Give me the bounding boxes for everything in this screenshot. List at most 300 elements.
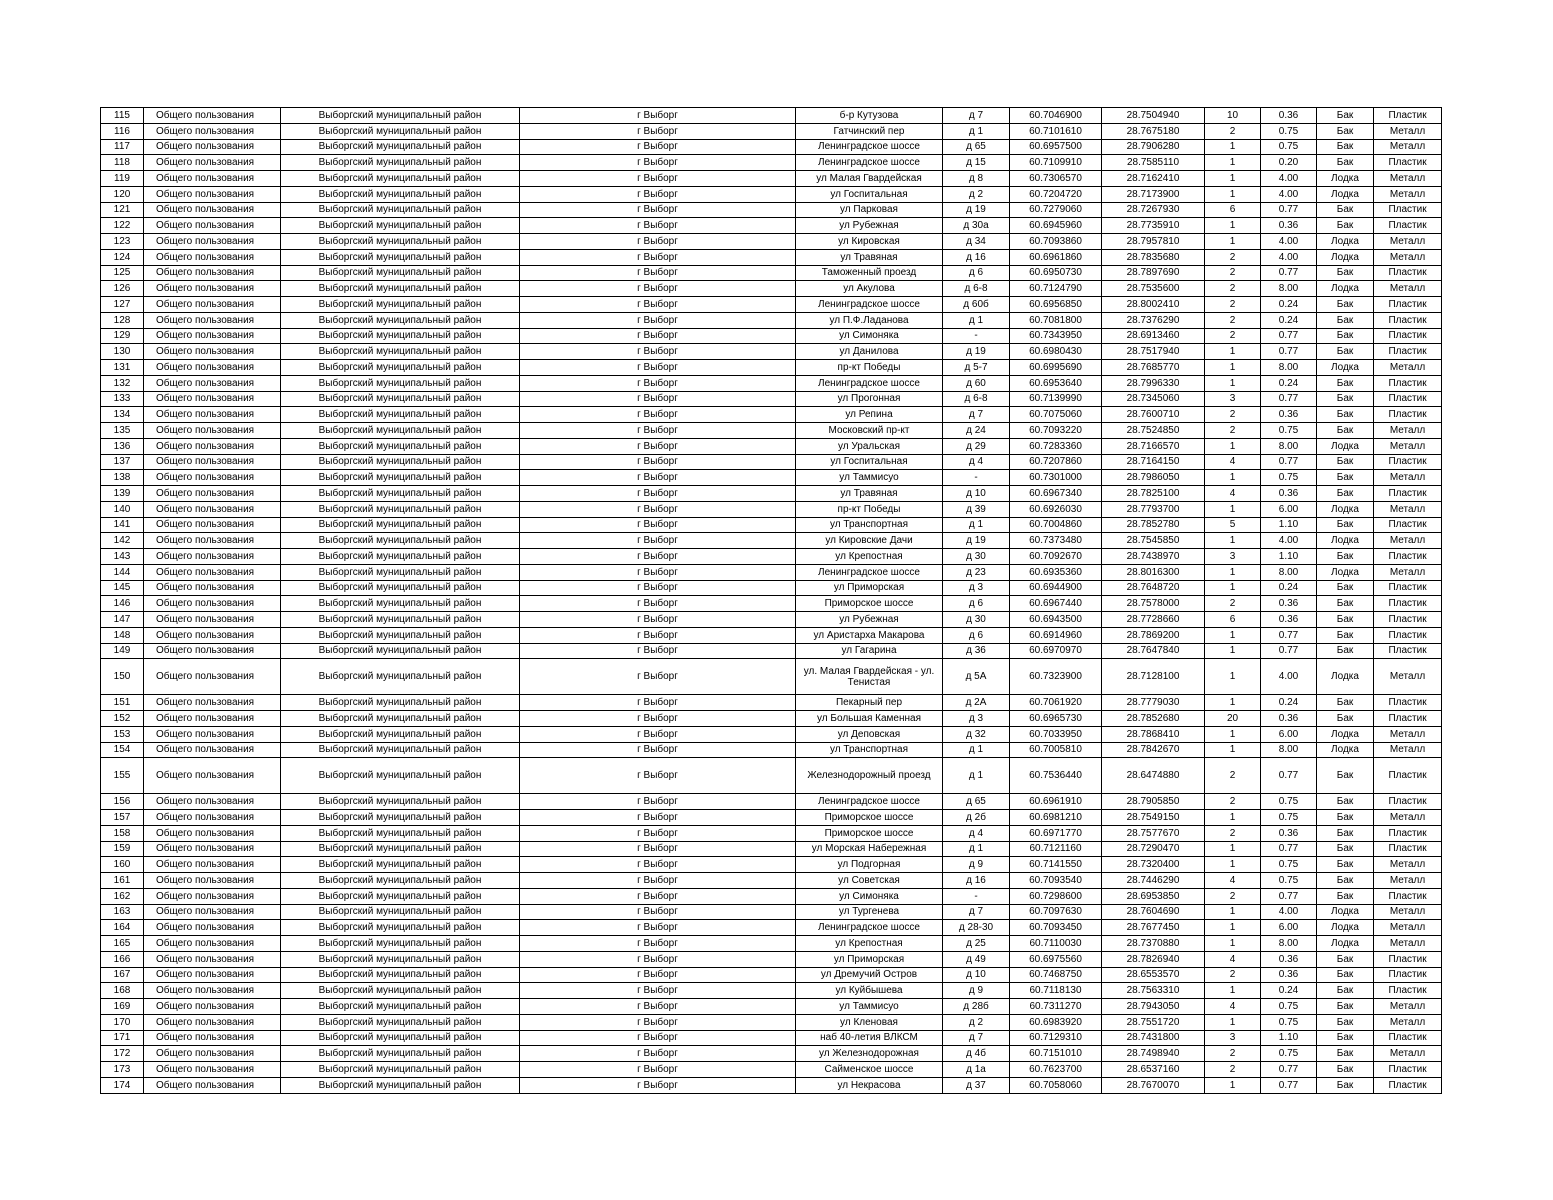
cell-street: ул Кировские Дачи bbox=[796, 533, 943, 549]
cell-usage-type: Общего пользования bbox=[144, 470, 281, 486]
cell-container-type: Бак bbox=[1317, 375, 1374, 391]
cell-longitude: 28.7897690 bbox=[1102, 265, 1205, 281]
cell-container-count: 4 bbox=[1205, 454, 1261, 470]
cell-container-count: 2 bbox=[1205, 1046, 1261, 1062]
cell-usage-type: Общего пользования bbox=[144, 904, 281, 920]
cell-street: ул Травяная bbox=[796, 486, 943, 502]
cell-row-number: 162 bbox=[101, 888, 144, 904]
cell-row-number: 136 bbox=[101, 438, 144, 454]
cell-material: Пластик bbox=[1374, 344, 1442, 360]
cell-house: д 1 bbox=[943, 312, 1010, 328]
table-row bbox=[101, 423, 1442, 439]
cell-latitude: 60.7151010 bbox=[1010, 1046, 1102, 1062]
cell-volume: 8.00 bbox=[1261, 438, 1317, 454]
table-row bbox=[101, 375, 1442, 391]
cell-row-number: 149 bbox=[101, 643, 144, 659]
cell-row-number: 124 bbox=[101, 249, 144, 265]
cell-city: г Выборг bbox=[520, 470, 796, 486]
cell-container-count: 1 bbox=[1205, 186, 1261, 202]
cell-row-number: 129 bbox=[101, 328, 144, 344]
cell-row-number: 143 bbox=[101, 549, 144, 565]
cell-material: Пластик bbox=[1374, 155, 1442, 171]
cell-latitude: 60.6957500 bbox=[1010, 139, 1102, 155]
cell-container-type: Лодка bbox=[1317, 936, 1374, 952]
cell-latitude: 60.7046900 bbox=[1010, 108, 1102, 124]
cell-container-type: Бак bbox=[1317, 810, 1374, 826]
cell-district: Выборгский муниципальный район bbox=[281, 742, 520, 758]
cell-volume: 0.77 bbox=[1261, 627, 1317, 643]
cell-city: г Выборг bbox=[520, 627, 796, 643]
cell-latitude: 60.7623700 bbox=[1010, 1062, 1102, 1078]
cell-row-number: 128 bbox=[101, 312, 144, 328]
cell-usage-type: Общего пользования bbox=[144, 281, 281, 297]
cell-district: Выборгский муниципальный район bbox=[281, 920, 520, 936]
cell-container-type: Лодка bbox=[1317, 186, 1374, 202]
cell-house: д 6 bbox=[943, 596, 1010, 612]
cell-longitude: 28.7906280 bbox=[1102, 139, 1205, 155]
cell-latitude: 60.6945960 bbox=[1010, 218, 1102, 234]
cell-house: д 6 bbox=[943, 627, 1010, 643]
cell-longitude: 28.7600710 bbox=[1102, 407, 1205, 423]
cell-street: ул. Малая Гвардейская - ул. Тенистая bbox=[796, 659, 943, 695]
cell-longitude: 28.7826940 bbox=[1102, 951, 1205, 967]
table-row bbox=[101, 794, 1442, 810]
cell-row-number: 117 bbox=[101, 139, 144, 155]
cell-longitude: 28.7524850 bbox=[1102, 423, 1205, 439]
table-row bbox=[101, 407, 1442, 423]
cell-city: г Выборг bbox=[520, 695, 796, 711]
cell-house: д 7 bbox=[943, 108, 1010, 124]
cell-city: г Выборг bbox=[520, 108, 796, 124]
cell-house: д 65 bbox=[943, 139, 1010, 155]
cell-city: г Выборг bbox=[520, 549, 796, 565]
cell-material: Металл bbox=[1374, 1014, 1442, 1030]
cell-container-type: Бак bbox=[1317, 758, 1374, 794]
cell-city: г Выборг bbox=[520, 873, 796, 889]
table-row bbox=[101, 171, 1442, 187]
cell-district: Выборгский муниципальный район bbox=[281, 108, 520, 124]
cell-city: г Выборг bbox=[520, 825, 796, 841]
cell-longitude: 28.7943050 bbox=[1102, 999, 1205, 1015]
cell-longitude: 28.6953850 bbox=[1102, 888, 1205, 904]
cell-container-type: Бак bbox=[1317, 123, 1374, 139]
cell-material: Пластик bbox=[1374, 825, 1442, 841]
table-row bbox=[101, 742, 1442, 758]
cell-house: д 19 bbox=[943, 344, 1010, 360]
cell-latitude: 60.7536440 bbox=[1010, 758, 1102, 794]
cell-usage-type: Общего пользования bbox=[144, 1030, 281, 1046]
cell-container-type: Бак bbox=[1317, 580, 1374, 596]
cell-container-count: 2 bbox=[1205, 825, 1261, 841]
cell-district: Выборгский муниципальный район bbox=[281, 1014, 520, 1030]
cell-container-count: 1 bbox=[1205, 841, 1261, 857]
cell-latitude: 60.7093540 bbox=[1010, 873, 1102, 889]
cell-latitude: 60.6967440 bbox=[1010, 596, 1102, 612]
table-row bbox=[101, 1046, 1442, 1062]
cell-row-number: 137 bbox=[101, 454, 144, 470]
cell-row-number: 120 bbox=[101, 186, 144, 202]
cell-house: - bbox=[943, 888, 1010, 904]
cell-district: Выборгский муниципальный район bbox=[281, 951, 520, 967]
table-row bbox=[101, 983, 1442, 999]
cell-container-count: 1 bbox=[1205, 857, 1261, 873]
cell-row-number: 140 bbox=[101, 501, 144, 517]
cell-container-type: Бак bbox=[1317, 155, 1374, 171]
cell-latitude: 60.7298600 bbox=[1010, 888, 1102, 904]
cell-material: Металл bbox=[1374, 742, 1442, 758]
cell-city: г Выборг bbox=[520, 612, 796, 628]
cell-container-count: 2 bbox=[1205, 265, 1261, 281]
cell-row-number: 174 bbox=[101, 1077, 144, 1093]
table-row bbox=[101, 265, 1442, 281]
cell-usage-type: Общего пользования bbox=[144, 391, 281, 407]
cell-street: ул Уральская bbox=[796, 438, 943, 454]
cell-row-number: 153 bbox=[101, 726, 144, 742]
cell-row-number: 158 bbox=[101, 825, 144, 841]
cell-latitude: 60.6975560 bbox=[1010, 951, 1102, 967]
cell-usage-type: Общего пользования bbox=[144, 1046, 281, 1062]
cell-volume: 0.24 bbox=[1261, 983, 1317, 999]
cell-latitude: 60.7110030 bbox=[1010, 936, 1102, 952]
cell-volume: 0.24 bbox=[1261, 580, 1317, 596]
cell-district: Выборгский муниципальный район bbox=[281, 423, 520, 439]
cell-district: Выборгский муниципальный район bbox=[281, 659, 520, 695]
cell-volume: 8.00 bbox=[1261, 742, 1317, 758]
cell-district: Выборгский муниципальный район bbox=[281, 726, 520, 742]
cell-house: д 7 bbox=[943, 904, 1010, 920]
cell-house: д 8 bbox=[943, 171, 1010, 187]
cell-house: - bbox=[943, 470, 1010, 486]
cell-house: д 28-30 bbox=[943, 920, 1010, 936]
cell-material: Пластик bbox=[1374, 794, 1442, 810]
cell-volume: 6.00 bbox=[1261, 501, 1317, 517]
cell-container-count: 1 bbox=[1205, 1077, 1261, 1093]
cell-volume: 0.36 bbox=[1261, 108, 1317, 124]
cell-volume: 1.10 bbox=[1261, 1030, 1317, 1046]
cell-house: д 10 bbox=[943, 967, 1010, 983]
cell-longitude: 28.7604690 bbox=[1102, 904, 1205, 920]
table-row bbox=[101, 1030, 1442, 1046]
cell-house: д 16 bbox=[943, 249, 1010, 265]
cell-container-type: Бак bbox=[1317, 1046, 1374, 1062]
cell-container-count: 1 bbox=[1205, 344, 1261, 360]
cell-house: д 1 bbox=[943, 758, 1010, 794]
cell-container-type: Бак bbox=[1317, 108, 1374, 124]
table-row bbox=[101, 297, 1442, 313]
cell-volume: 0.77 bbox=[1261, 328, 1317, 344]
cell-street: пр-кт Победы bbox=[796, 360, 943, 376]
cell-street: ул Железнодорожная bbox=[796, 1046, 943, 1062]
cell-longitude: 28.7376290 bbox=[1102, 312, 1205, 328]
cell-house: д 39 bbox=[943, 501, 1010, 517]
cell-district: Выборгский муниципальный район bbox=[281, 533, 520, 549]
cell-material: Металл bbox=[1374, 564, 1442, 580]
cell-district: Выборгский муниципальный район bbox=[281, 888, 520, 904]
cell-material: Пластик bbox=[1374, 454, 1442, 470]
cell-usage-type: Общего пользования bbox=[144, 1014, 281, 1030]
cell-city: г Выборг bbox=[520, 344, 796, 360]
cell-latitude: 60.6967340 bbox=[1010, 486, 1102, 502]
cell-container-count: 2 bbox=[1205, 312, 1261, 328]
cell-house: д 30а bbox=[943, 218, 1010, 234]
table-row bbox=[101, 627, 1442, 643]
cell-volume: 0.75 bbox=[1261, 1014, 1317, 1030]
cell-longitude: 28.7825100 bbox=[1102, 486, 1205, 502]
cell-container-type: Бак bbox=[1317, 999, 1374, 1015]
cell-district: Выборгский муниципальный район bbox=[281, 794, 520, 810]
cell-volume: 0.75 bbox=[1261, 470, 1317, 486]
cell-district: Выборгский муниципальный район bbox=[281, 1077, 520, 1093]
cell-usage-type: Общего пользования bbox=[144, 564, 281, 580]
cell-city: г Выборг bbox=[520, 1014, 796, 1030]
cell-city: г Выборг bbox=[520, 486, 796, 502]
cell-city: г Выборг bbox=[520, 758, 796, 794]
cell-container-count: 1 bbox=[1205, 218, 1261, 234]
cell-street: ул Парковая bbox=[796, 202, 943, 218]
cell-container-count: 4 bbox=[1205, 999, 1261, 1015]
cell-container-type: Лодка bbox=[1317, 742, 1374, 758]
table-row bbox=[101, 643, 1442, 659]
cell-material: Металл bbox=[1374, 920, 1442, 936]
cell-longitude: 28.6474880 bbox=[1102, 758, 1205, 794]
cell-latitude: 60.7061920 bbox=[1010, 695, 1102, 711]
cell-latitude: 60.7373480 bbox=[1010, 533, 1102, 549]
cell-usage-type: Общего пользования bbox=[144, 726, 281, 742]
cell-material: Металл bbox=[1374, 470, 1442, 486]
table-row bbox=[101, 501, 1442, 517]
cell-district: Выборгский муниципальный район bbox=[281, 580, 520, 596]
cell-street: Сайменское шоссе bbox=[796, 1062, 943, 1078]
cell-longitude: 28.7868410 bbox=[1102, 726, 1205, 742]
cell-latitude: 60.7283360 bbox=[1010, 438, 1102, 454]
cell-volume: 0.75 bbox=[1261, 139, 1317, 155]
cell-container-count: 2 bbox=[1205, 249, 1261, 265]
cell-volume: 0.24 bbox=[1261, 297, 1317, 313]
cell-street: ул Малая Гвардейская bbox=[796, 171, 943, 187]
cell-usage-type: Общего пользования bbox=[144, 873, 281, 889]
cell-street: ул Рубежная bbox=[796, 612, 943, 628]
cell-longitude: 28.7996330 bbox=[1102, 375, 1205, 391]
cell-district: Выборгский муниципальный район bbox=[281, 1030, 520, 1046]
cell-volume: 8.00 bbox=[1261, 360, 1317, 376]
cell-house: д 5-7 bbox=[943, 360, 1010, 376]
cell-usage-type: Общего пользования bbox=[144, 857, 281, 873]
cell-material: Металл bbox=[1374, 726, 1442, 742]
cell-usage-type: Общего пользования bbox=[144, 407, 281, 423]
cell-volume: 4.00 bbox=[1261, 659, 1317, 695]
table-row bbox=[101, 711, 1442, 727]
cell-container-type: Бак bbox=[1317, 1077, 1374, 1093]
cell-street: ул Симоняка bbox=[796, 328, 943, 344]
cell-street: ул Большая Каменная bbox=[796, 711, 943, 727]
cell-row-number: 115 bbox=[101, 108, 144, 124]
cell-city: г Выборг bbox=[520, 564, 796, 580]
cell-container-type: Бак bbox=[1317, 470, 1374, 486]
cell-container-count: 1 bbox=[1205, 533, 1261, 549]
cell-street: ул Крепостная bbox=[796, 936, 943, 952]
cell-container-count: 1 bbox=[1205, 983, 1261, 999]
cell-container-type: Лодка bbox=[1317, 904, 1374, 920]
cell-usage-type: Общего пользования bbox=[144, 549, 281, 565]
cell-row-number: 147 bbox=[101, 612, 144, 628]
cell-usage-type: Общего пользования bbox=[144, 695, 281, 711]
cell-city: г Выборг bbox=[520, 726, 796, 742]
cell-container-count: 4 bbox=[1205, 873, 1261, 889]
cell-row-number: 161 bbox=[101, 873, 144, 889]
cell-container-type: Бак bbox=[1317, 265, 1374, 281]
cell-usage-type: Общего пользования bbox=[144, 888, 281, 904]
cell-row-number: 145 bbox=[101, 580, 144, 596]
cell-house: д 1 bbox=[943, 841, 1010, 857]
cell-street: Приморское шоссе bbox=[796, 825, 943, 841]
table-row bbox=[101, 564, 1442, 580]
cell-house: д 6-8 bbox=[943, 281, 1010, 297]
cell-latitude: 60.7081800 bbox=[1010, 312, 1102, 328]
cell-usage-type: Общего пользования bbox=[144, 810, 281, 826]
cell-street: ул П.Ф.Ладанова bbox=[796, 312, 943, 328]
cell-volume: 4.00 bbox=[1261, 249, 1317, 265]
cell-material: Пластик bbox=[1374, 627, 1442, 643]
cell-container-count: 1 bbox=[1205, 580, 1261, 596]
document-page bbox=[100, 107, 1441, 1094]
cell-container-count: 20 bbox=[1205, 711, 1261, 727]
cell-street: ул Крепостная bbox=[796, 549, 943, 565]
cell-container-type: Бак bbox=[1317, 1062, 1374, 1078]
cell-district: Выборгский муниципальный район bbox=[281, 312, 520, 328]
cell-container-type: Бак bbox=[1317, 825, 1374, 841]
cell-street: ул Госпитальная bbox=[796, 454, 943, 470]
cell-container-count: 1 bbox=[1205, 155, 1261, 171]
cell-city: г Выборг bbox=[520, 951, 796, 967]
cell-volume: 8.00 bbox=[1261, 564, 1317, 580]
cell-material: Металл bbox=[1374, 234, 1442, 250]
cell-district: Выборгский муниципальный район bbox=[281, 218, 520, 234]
cell-volume: 4.00 bbox=[1261, 533, 1317, 549]
cell-house: д 3 bbox=[943, 711, 1010, 727]
cell-district: Выборгский муниципальный район bbox=[281, 265, 520, 281]
cell-material: Металл bbox=[1374, 281, 1442, 297]
cell-row-number: 156 bbox=[101, 794, 144, 810]
cell-row-number: 130 bbox=[101, 344, 144, 360]
cell-city: г Выборг bbox=[520, 1030, 796, 1046]
cell-longitude: 28.7173900 bbox=[1102, 186, 1205, 202]
cell-container-type: Бак bbox=[1317, 695, 1374, 711]
cell-row-number: 152 bbox=[101, 711, 144, 727]
table-row bbox=[101, 967, 1442, 983]
cell-volume: 8.00 bbox=[1261, 281, 1317, 297]
cell-row-number: 142 bbox=[101, 533, 144, 549]
cell-container-type: Лодка bbox=[1317, 659, 1374, 695]
cell-district: Выборгский муниципальный район bbox=[281, 281, 520, 297]
cell-row-number: 141 bbox=[101, 517, 144, 533]
cell-usage-type: Общего пользования bbox=[144, 486, 281, 502]
cell-usage-type: Общего пользования bbox=[144, 711, 281, 727]
cell-row-number: 151 bbox=[101, 695, 144, 711]
cell-volume: 8.00 bbox=[1261, 936, 1317, 952]
cell-city: г Выборг bbox=[520, 297, 796, 313]
cell-row-number: 139 bbox=[101, 486, 144, 502]
cell-longitude: 28.7577670 bbox=[1102, 825, 1205, 841]
cell-district: Выборгский муниципальный район bbox=[281, 375, 520, 391]
cell-district: Выборгский муниципальный район bbox=[281, 297, 520, 313]
cell-city: г Выборг bbox=[520, 857, 796, 873]
cell-volume: 0.24 bbox=[1261, 375, 1317, 391]
cell-container-count: 1 bbox=[1205, 564, 1261, 580]
cell-material: Пластик bbox=[1374, 297, 1442, 313]
cell-container-type: Лодка bbox=[1317, 438, 1374, 454]
cell-container-count: 1 bbox=[1205, 920, 1261, 936]
cell-container-type: Бак bbox=[1317, 643, 1374, 659]
cell-district: Выборгский муниципальный район bbox=[281, 564, 520, 580]
table-row bbox=[101, 123, 1442, 139]
cell-house: д 2А bbox=[943, 695, 1010, 711]
cell-container-count: 2 bbox=[1205, 423, 1261, 439]
cell-house: д 6-8 bbox=[943, 391, 1010, 407]
cell-longitude: 28.7535600 bbox=[1102, 281, 1205, 297]
cell-latitude: 60.6981210 bbox=[1010, 810, 1102, 826]
cell-district: Выборгский муниципальный район bbox=[281, 454, 520, 470]
cell-container-count: 1 bbox=[1205, 139, 1261, 155]
cell-street: Ленинградское шоссе bbox=[796, 920, 943, 936]
cell-street: Ленинградское шоссе bbox=[796, 297, 943, 313]
table-row bbox=[101, 857, 1442, 873]
cell-row-number: 123 bbox=[101, 234, 144, 250]
cell-longitude: 28.7852680 bbox=[1102, 711, 1205, 727]
cell-house: д 1 bbox=[943, 123, 1010, 139]
table-row bbox=[101, 1014, 1442, 1030]
table-row bbox=[101, 1062, 1442, 1078]
cell-latitude: 60.6961910 bbox=[1010, 794, 1102, 810]
cell-longitude: 28.7545850 bbox=[1102, 533, 1205, 549]
cell-container-type: Бак bbox=[1317, 596, 1374, 612]
cell-usage-type: Общего пользования bbox=[144, 328, 281, 344]
cell-city: г Выборг bbox=[520, 375, 796, 391]
cell-city: г Выборг bbox=[520, 794, 796, 810]
cell-longitude: 28.7779030 bbox=[1102, 695, 1205, 711]
cell-street: ул Подгорная bbox=[796, 857, 943, 873]
cell-material: Металл bbox=[1374, 533, 1442, 549]
cell-house: д 3 bbox=[943, 580, 1010, 596]
cell-volume: 0.75 bbox=[1261, 123, 1317, 139]
cell-city: г Выборг bbox=[520, 234, 796, 250]
cell-latitude: 60.7004860 bbox=[1010, 517, 1102, 533]
cell-volume: 0.77 bbox=[1261, 1062, 1317, 1078]
cell-district: Выборгский муниципальный район bbox=[281, 171, 520, 187]
cell-latitude: 60.7058060 bbox=[1010, 1077, 1102, 1093]
cell-district: Выборгский муниципальный район bbox=[281, 438, 520, 454]
cell-house: д 2 bbox=[943, 186, 1010, 202]
cell-longitude: 28.7648720 bbox=[1102, 580, 1205, 596]
cell-district: Выборгский муниципальный район bbox=[281, 486, 520, 502]
cell-row-number: 116 bbox=[101, 123, 144, 139]
cell-container-type: Бак bbox=[1317, 202, 1374, 218]
cell-volume: 0.77 bbox=[1261, 454, 1317, 470]
cell-city: г Выборг bbox=[520, 202, 796, 218]
cell-latitude: 60.7033950 bbox=[1010, 726, 1102, 742]
cell-longitude: 28.7685770 bbox=[1102, 360, 1205, 376]
cell-volume: 0.77 bbox=[1261, 888, 1317, 904]
cell-district: Выборгский муниципальный район bbox=[281, 857, 520, 873]
cell-material: Металл bbox=[1374, 999, 1442, 1015]
cell-street: ул Тургенева bbox=[796, 904, 943, 920]
cell-volume: 1.10 bbox=[1261, 517, 1317, 533]
cell-volume: 0.36 bbox=[1261, 596, 1317, 612]
cell-container-count: 1 bbox=[1205, 375, 1261, 391]
cell-house: д 7 bbox=[943, 1030, 1010, 1046]
cell-row-number: 133 bbox=[101, 391, 144, 407]
cell-district: Выборгский муниципальный район bbox=[281, 517, 520, 533]
cell-latitude: 60.6961860 bbox=[1010, 249, 1102, 265]
